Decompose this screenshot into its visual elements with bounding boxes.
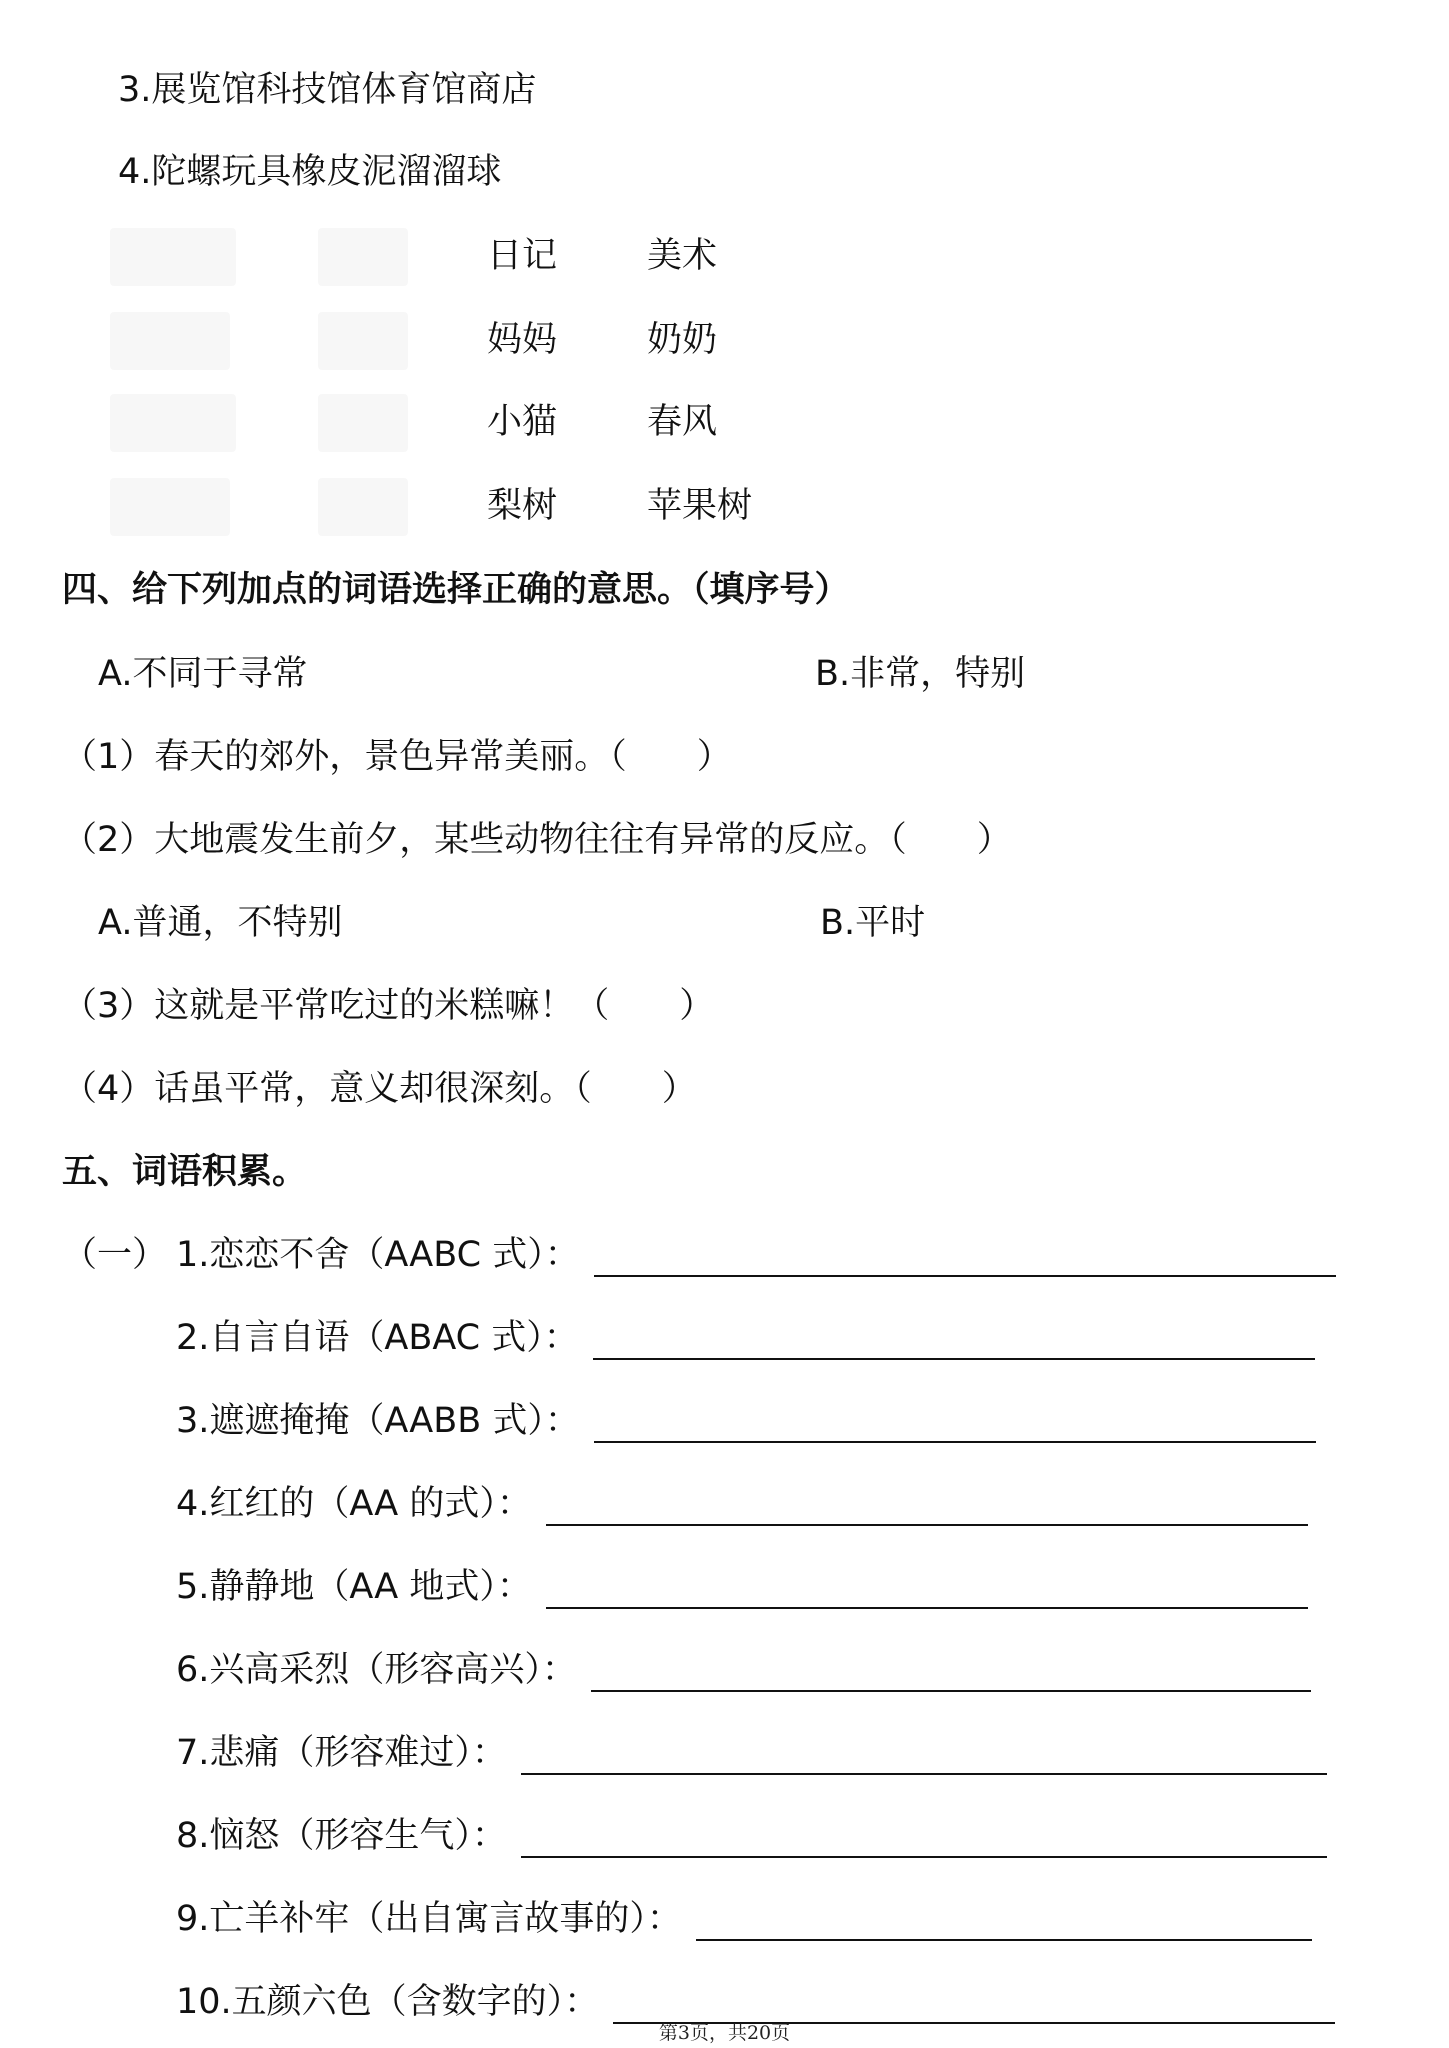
answer-blank[interactable] <box>593 1322 1315 1360</box>
faded-image <box>318 312 408 370</box>
faded-image <box>110 394 236 452</box>
question-item: （4）话虽平常，意义却很深刻。（ ） <box>62 1069 697 1109</box>
answer-blank[interactable] <box>546 1571 1308 1609</box>
prompt-text: 3.遮遮掩掩（AABB 式）： <box>176 1401 580 1441</box>
word-cell: 小猫 <box>487 402 558 442</box>
word-cell: 春风 <box>647 402 718 442</box>
prompt-text: 7.悲痛（形容难过）： <box>176 1733 507 1773</box>
fill-in-row <box>176 1731 1327 1775</box>
answer-blank[interactable] <box>521 1820 1327 1858</box>
fill-in-row <box>176 1482 1308 1526</box>
prompt-text: 5.静静地（AA 地式）： <box>176 1567 532 1607</box>
faded-image <box>110 478 230 536</box>
question-item: （2）大地震发生前夕，某些动物往往有异常的反应。（ ） <box>62 820 1012 860</box>
prompt-text: 2.自言自语（ABAC 式）： <box>176 1318 579 1358</box>
word-cell: 奶奶 <box>647 320 718 360</box>
prompt-text: 1.恋恋不舍（AABC 式）： <box>176 1235 580 1275</box>
word-cell: 美术 <box>647 236 718 276</box>
option-b: B.非常，特别 <box>815 654 1026 694</box>
answer-blank[interactable] <box>696 1903 1312 1941</box>
fill-in-row <box>176 1814 1327 1858</box>
prompt-text: 10.五颜六色（含数字的）： <box>176 1982 600 2022</box>
word-cell: 梨树 <box>487 486 558 526</box>
fill-in-row <box>176 1897 1312 1941</box>
answer-blank[interactable] <box>591 1654 1311 1692</box>
fill-in-row <box>176 1648 1311 1692</box>
fill-in-row <box>176 1399 1316 1443</box>
prompt-text: 9.亡羊补牢（出自寓言故事的）： <box>176 1899 682 1939</box>
answer-blank[interactable] <box>594 1405 1316 1443</box>
question-item: （3）这就是平常吃过的米糕嘛！（ ） <box>62 986 715 1026</box>
faded-image <box>110 228 236 286</box>
part-label: （一） <box>62 1235 168 1275</box>
fill-in-row <box>176 1316 1315 1360</box>
fill-in-row <box>176 1233 1336 1277</box>
section-heading: 四、给下列加点的词语选择正确的意思。（填序号） <box>62 570 850 610</box>
answer-blank[interactable] <box>546 1488 1308 1526</box>
list-item: 3.展览馆科技馆体育馆商店 <box>118 70 537 110</box>
list-item: 4.陀螺玩具橡皮泥溜溜球 <box>118 152 502 192</box>
word-cell: 妈妈 <box>487 320 558 360</box>
fill-in-row <box>176 1565 1308 1609</box>
option-a: A.不同于寻常 <box>98 654 308 694</box>
section-heading: 五、词语积累。 <box>62 1152 308 1192</box>
faded-image <box>318 394 408 452</box>
question-item: （1）春天的郊外，景色异常美丽。（ ） <box>62 737 732 777</box>
faded-image <box>110 312 230 370</box>
option-b: B.平时 <box>820 903 926 943</box>
prompt-text: 8.恼怒（形容生气）： <box>176 1816 507 1856</box>
prompt-text: 6.兴高采烈（形容高兴）： <box>176 1650 577 1690</box>
word-cell: 日记 <box>487 236 558 276</box>
faded-image <box>318 228 408 286</box>
faded-image <box>318 478 408 536</box>
answer-blank[interactable] <box>594 1239 1336 1277</box>
answer-blank[interactable] <box>521 1737 1327 1775</box>
word-cell: 苹果树 <box>647 486 753 526</box>
page-footer: 第3页，共20页 <box>658 2022 791 2044</box>
option-a: A.普通，不特别 <box>98 903 343 943</box>
prompt-text: 4.红红的（AA 的式）： <box>176 1484 532 1524</box>
